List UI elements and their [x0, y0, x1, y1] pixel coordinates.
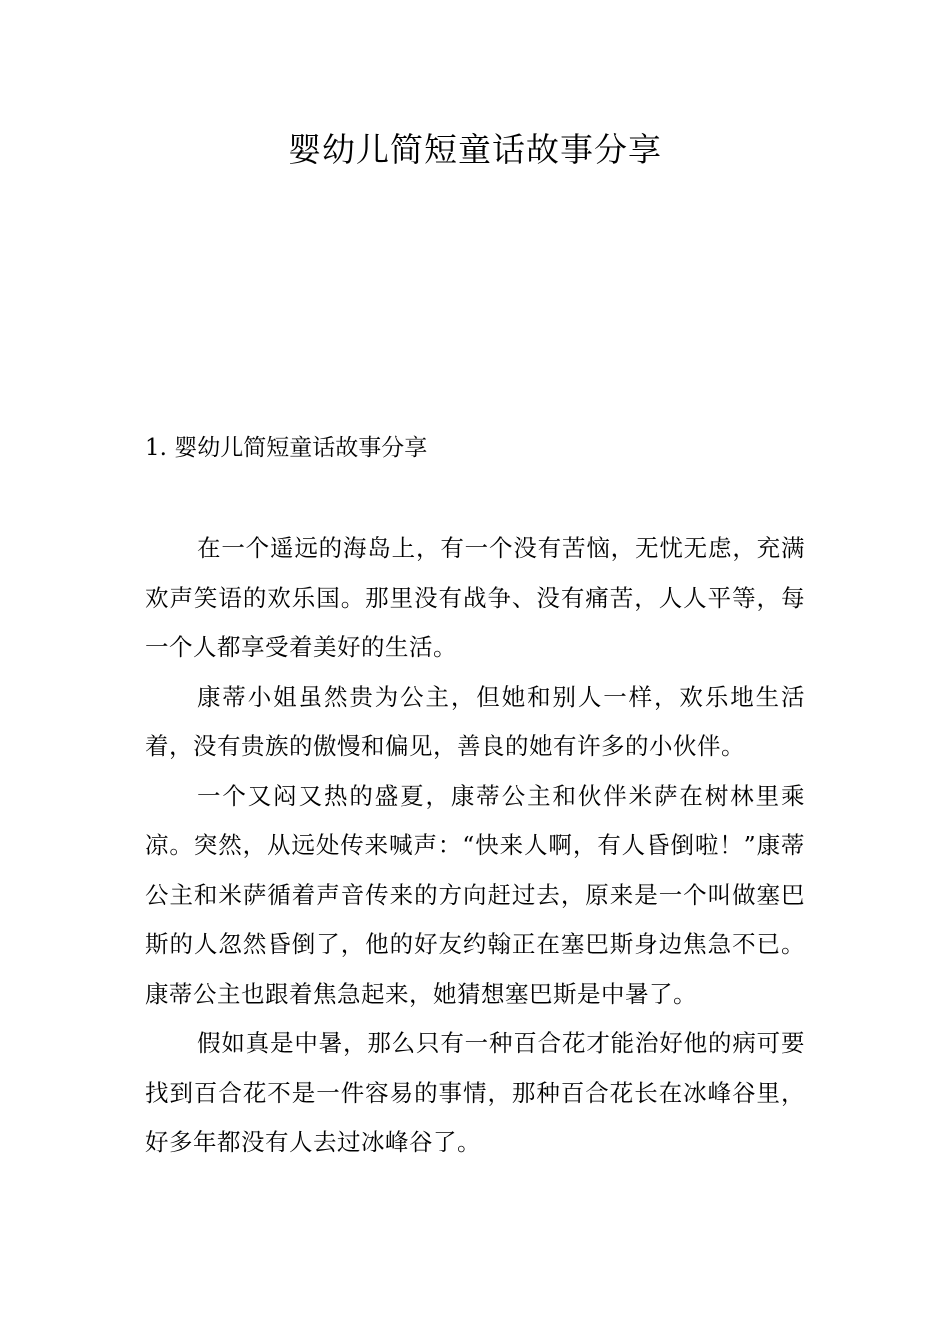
paragraph: 一个又闷又热的盛夏，康蒂公主和伙伴米萨在树林里乘凉。突然，从远处传来喊声：“快来人啊，有人昏倒啦！”康蒂公主和米萨循着声音传来的方向赶过去，原来是一个叫做塞巴斯的人忽然昏倒了，他的好友约翰正在塞巴斯身边焦急不已。康蒂公主也跟着焦急起来，她猜想塞巴斯是中暑了。 — [145, 781, 805, 1008]
section-heading: 1. 婴幼儿简短童话故事分享 — [145, 435, 428, 461]
paragraph: 康蒂小姐虽然贵为公主，但她和别人一样，欢乐地生活着，没有贵族的傲慢和偏见，善良的她有许多的小伙伴。 — [145, 682, 805, 760]
paragraph: 假如真是中暑，那么只有一种百合花才能治好他的病可要找到百合花不是一件容易的事情，那种百合花长在冰峰谷里，好多年都没有人去过冰峰谷了。 — [145, 1029, 805, 1156]
paragraph: 在一个遥远的海岛上，有一个没有苦恼，无忧无虑，充满欢声笑语的欢乐国。那里没有战争、没有痛苦，人人平等，每一个人都享受着美好的生活。 — [145, 534, 805, 661]
document-title: 婴幼儿简短童话故事分享 — [288, 130, 662, 169]
story-body — [145, 524, 805, 1168]
